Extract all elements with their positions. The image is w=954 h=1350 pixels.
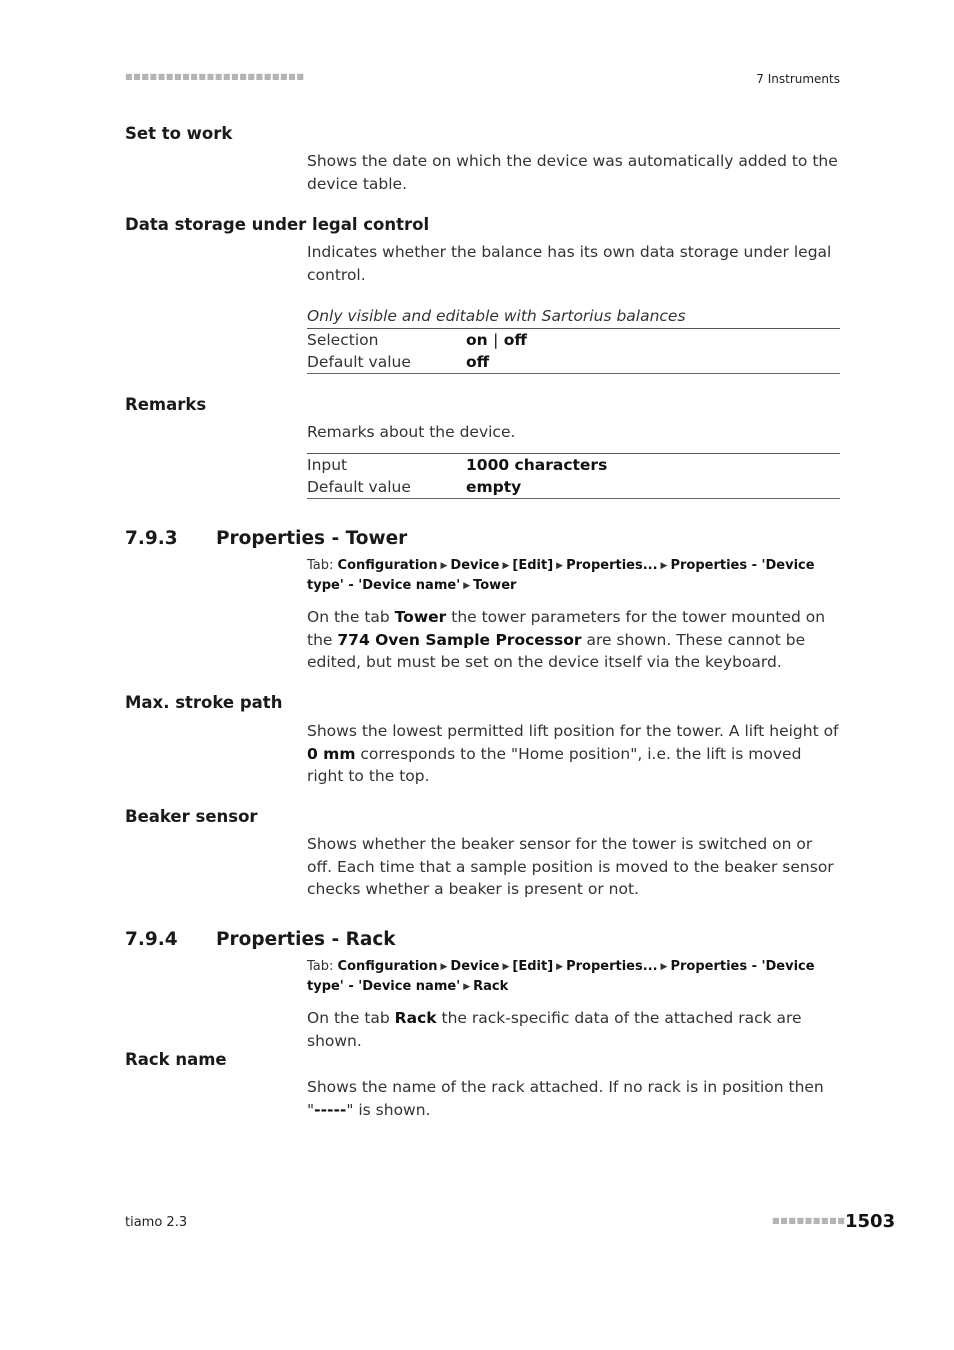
row-key: Selection xyxy=(307,331,379,349)
breadcrumb: Tab: Configuration ▶ Device ▶ [Edit] ▶ Properties... ▶ Properties - 'Device type' - 'Device name' ▶ Rack xyxy=(307,959,815,994)
beaker-sensor-description: Shows whether the beaker sensor for the tower is switched on or off. Each time that a sample position is moved to the beaker sensor checks whether a beaker is present or not. xyxy=(307,835,834,898)
data-storage-note: Only visible and editable with Sartorius balances xyxy=(307,307,686,325)
arrow-right-icon: ▶ xyxy=(463,581,471,591)
breadcrumb: Tab: Configuration ▶ Device ▶ [Edit] ▶ Properties... ▶ Properties - 'Device type' - 'Device name' ▶ Tower xyxy=(307,558,815,593)
arrow-right-icon: ▶ xyxy=(556,561,564,571)
footer-decoration: ■■■■■■■■■ xyxy=(772,1216,846,1225)
arrow-right-icon: ▶ xyxy=(440,561,448,571)
table-row xyxy=(307,476,840,499)
remarks-table xyxy=(307,453,840,499)
arrow-right-icon: ▶ xyxy=(440,962,448,972)
table-row xyxy=(307,329,840,352)
table-row xyxy=(307,351,840,374)
rack-intro: On the tab Rack the rack-specific data of the attached rack are shown. xyxy=(307,1009,802,1050)
arrow-right-icon: ▶ xyxy=(463,982,471,992)
max-stroke-description: Shows the lowest permitted lift position for the tower. A lift height of 0 mm corresponds to the "Home position", i.e. the lift is moved right to the top. xyxy=(307,722,839,785)
row-value: empty xyxy=(466,478,522,496)
row-value: on | off xyxy=(466,331,527,349)
arrow-right-icon: ▶ xyxy=(502,962,510,972)
remarks-description: Remarks about the device. xyxy=(307,423,516,441)
arrow-right-icon: ▶ xyxy=(660,561,668,571)
arrow-right-icon: ▶ xyxy=(556,962,564,972)
row-value: 1000 characters xyxy=(466,456,608,474)
product-name: tiamo 2.3 xyxy=(125,1215,188,1230)
section-title: Properties - Tower xyxy=(216,528,408,549)
data-storage-table xyxy=(307,328,840,374)
term-set-to-work: Set to work xyxy=(125,124,233,143)
set-to-work-description: Shows the date on which the device was automatically added to the device table. xyxy=(307,152,838,193)
arrow-right-icon: ▶ xyxy=(502,561,510,571)
section-number: 7.9.3 xyxy=(125,528,178,549)
tower-intro: On the tab Tower the tower parameters for the tower mounted on the 774 Oven Sample Processor are shown. These cannot be edited, but must be set on the device itself via the keyboard. xyxy=(307,608,826,671)
term-remarks: Remarks xyxy=(125,395,207,414)
table-row xyxy=(307,454,840,477)
term-rack-name: Rack name xyxy=(125,1050,227,1069)
header-decoration: ■■■■■■■■■■■■■■■■■■■■■■ xyxy=(125,72,305,81)
arrow-right-icon: ▶ xyxy=(660,962,668,972)
row-key: Default value xyxy=(307,353,411,371)
chapter-title: 7 Instruments xyxy=(756,72,840,86)
section-number: 7.9.4 xyxy=(125,929,178,950)
rack-name-description: Shows the name of the rack attached. If no rack is in position then "-----" is shown. xyxy=(307,1078,824,1119)
term-data-storage: Data storage under legal control xyxy=(125,215,430,234)
section-title: Properties - Rack xyxy=(216,929,396,950)
page-number: 1503 xyxy=(845,1211,896,1232)
data-storage-description: Indicates whether the balance has its own data storage under legal control. xyxy=(307,243,832,284)
term-beaker-sensor: Beaker sensor xyxy=(125,807,258,826)
row-value: off xyxy=(466,353,490,371)
term-max-stroke-path: Max. stroke path xyxy=(125,693,283,712)
row-key: Default value xyxy=(307,478,411,496)
row-key: Input xyxy=(307,456,348,474)
